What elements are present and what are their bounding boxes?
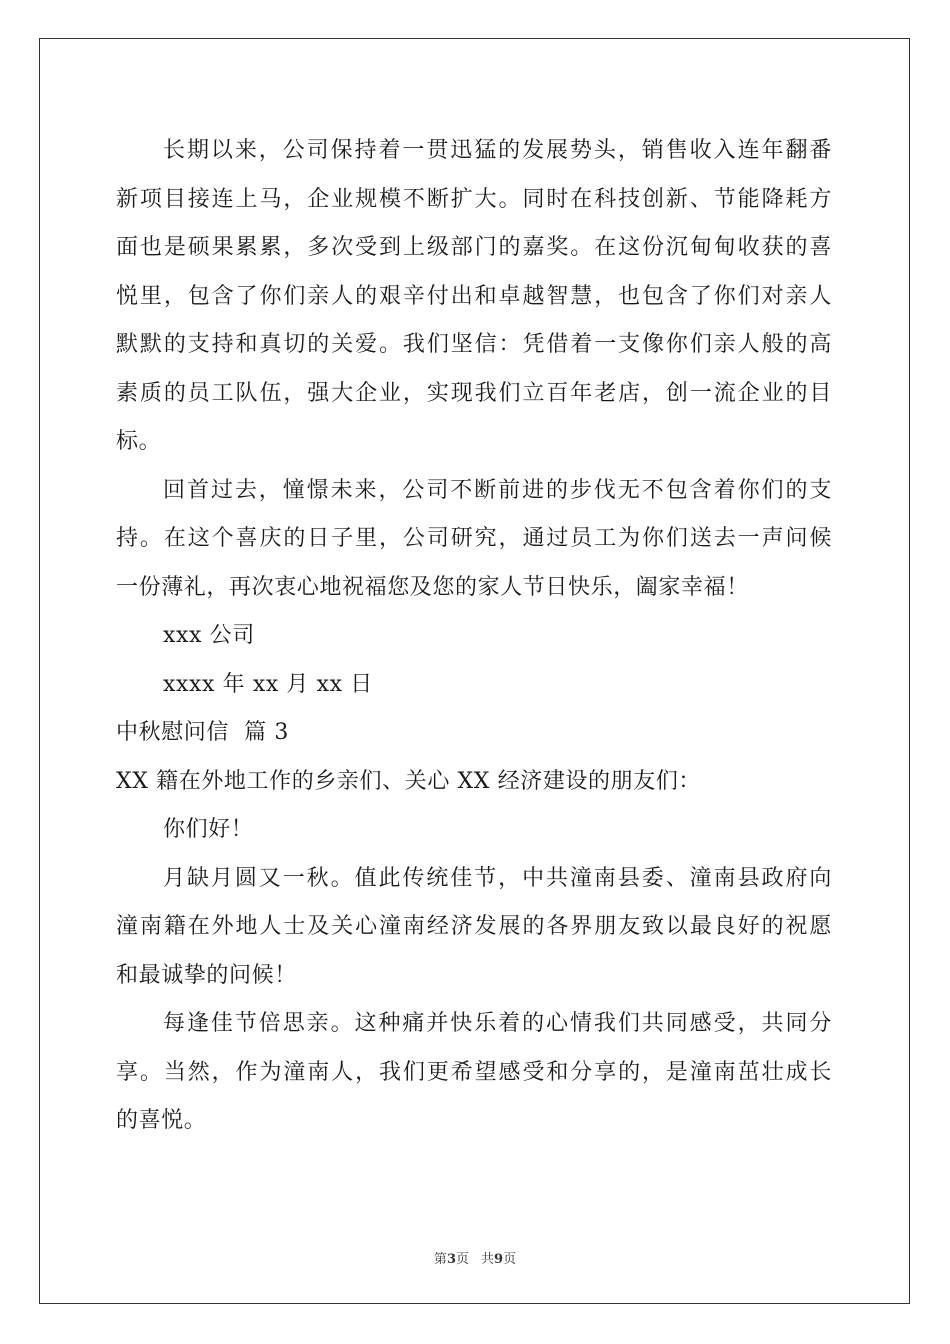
paragraph-line: 潼南籍在外地人士及关心潼南经济发展的各界朋友致以最良好的祝愿 — [116, 914, 832, 939]
page-suffix: 页 — [455, 1252, 469, 1267]
greeting: 你们好！ — [163, 817, 254, 842]
paragraph-line: 每逢佳节倍思亲。这种痛并快乐着的心情我们共同感受，共同分 — [163, 1011, 832, 1036]
paragraph-line: 新项目接连上马，企业规模不断扩大。同时在科技创新、节能降耗方 — [116, 186, 832, 212]
paragraph-line: 月缺月圆又一秋。值此传统佳节，中共潼南县委、潼南县政府向 — [163, 865, 832, 891]
paragraph-line: 面也是硕果累累，多次受到上级部门的嘉奖。在这份沉甸甸收获的喜 — [116, 235, 832, 260]
paragraph-line: 悦里，包含了你们亲人的艰辛付出和卓越智慧，也包含了你们对亲人 — [116, 283, 832, 309]
document-body — [116, 127, 832, 1146]
paragraph-line: 的喜悦。 — [116, 1108, 207, 1133]
paragraph-line: 素质的员工队伍，强大企业，实现我们立百年老店，创一流企业的目 — [116, 380, 832, 406]
paragraph-line: 回首过去，憧憬未来，公司不断前进的步伐无不包含着你们的支 — [163, 477, 832, 503]
total-suffix: 页 — [503, 1252, 517, 1267]
paragraph-line: 一份薄礼，再次衷心地祝福您及您的家人节日快乐，阖家幸福！ — [116, 574, 749, 600]
page-prefix: 第 — [433, 1252, 447, 1267]
section-title: 中秋慰问信 篇 3 — [116, 720, 289, 745]
signature-company: xxx 公司 — [163, 623, 255, 648]
page-number: 3 — [446, 1252, 456, 1267]
page-footer — [0, 1248, 950, 1267]
paragraph-line: 持。在这个喜庆的日子里，公司研究，通过员工为你们送去一声问候 — [116, 526, 832, 551]
paragraph-line: 默默的支持和真切的关爱。我们坚信：凭借着一支像你们亲人般的高 — [116, 332, 832, 357]
paragraph-line: 长期以来，公司保持着一贯迅猛的发展势头，销售收入连年翻番 — [163, 138, 832, 163]
paragraph-line: 标。 — [116, 429, 162, 454]
page-total: 9 — [494, 1252, 504, 1267]
total-prefix: 共 — [481, 1252, 495, 1267]
paragraph-line: 和最诚挚的问候！ — [116, 962, 297, 988]
salutation: XX 籍在外地工作的乡亲们、关心 XX 经济建设的朋友们： — [116, 768, 702, 794]
paragraph-line: 享。当然，作为潼南人，我们更希望感受和分享的，是潼南茁壮成长 — [116, 1059, 832, 1085]
signature-date: xxxx 年 xx 月 xx 日 — [163, 671, 373, 697]
